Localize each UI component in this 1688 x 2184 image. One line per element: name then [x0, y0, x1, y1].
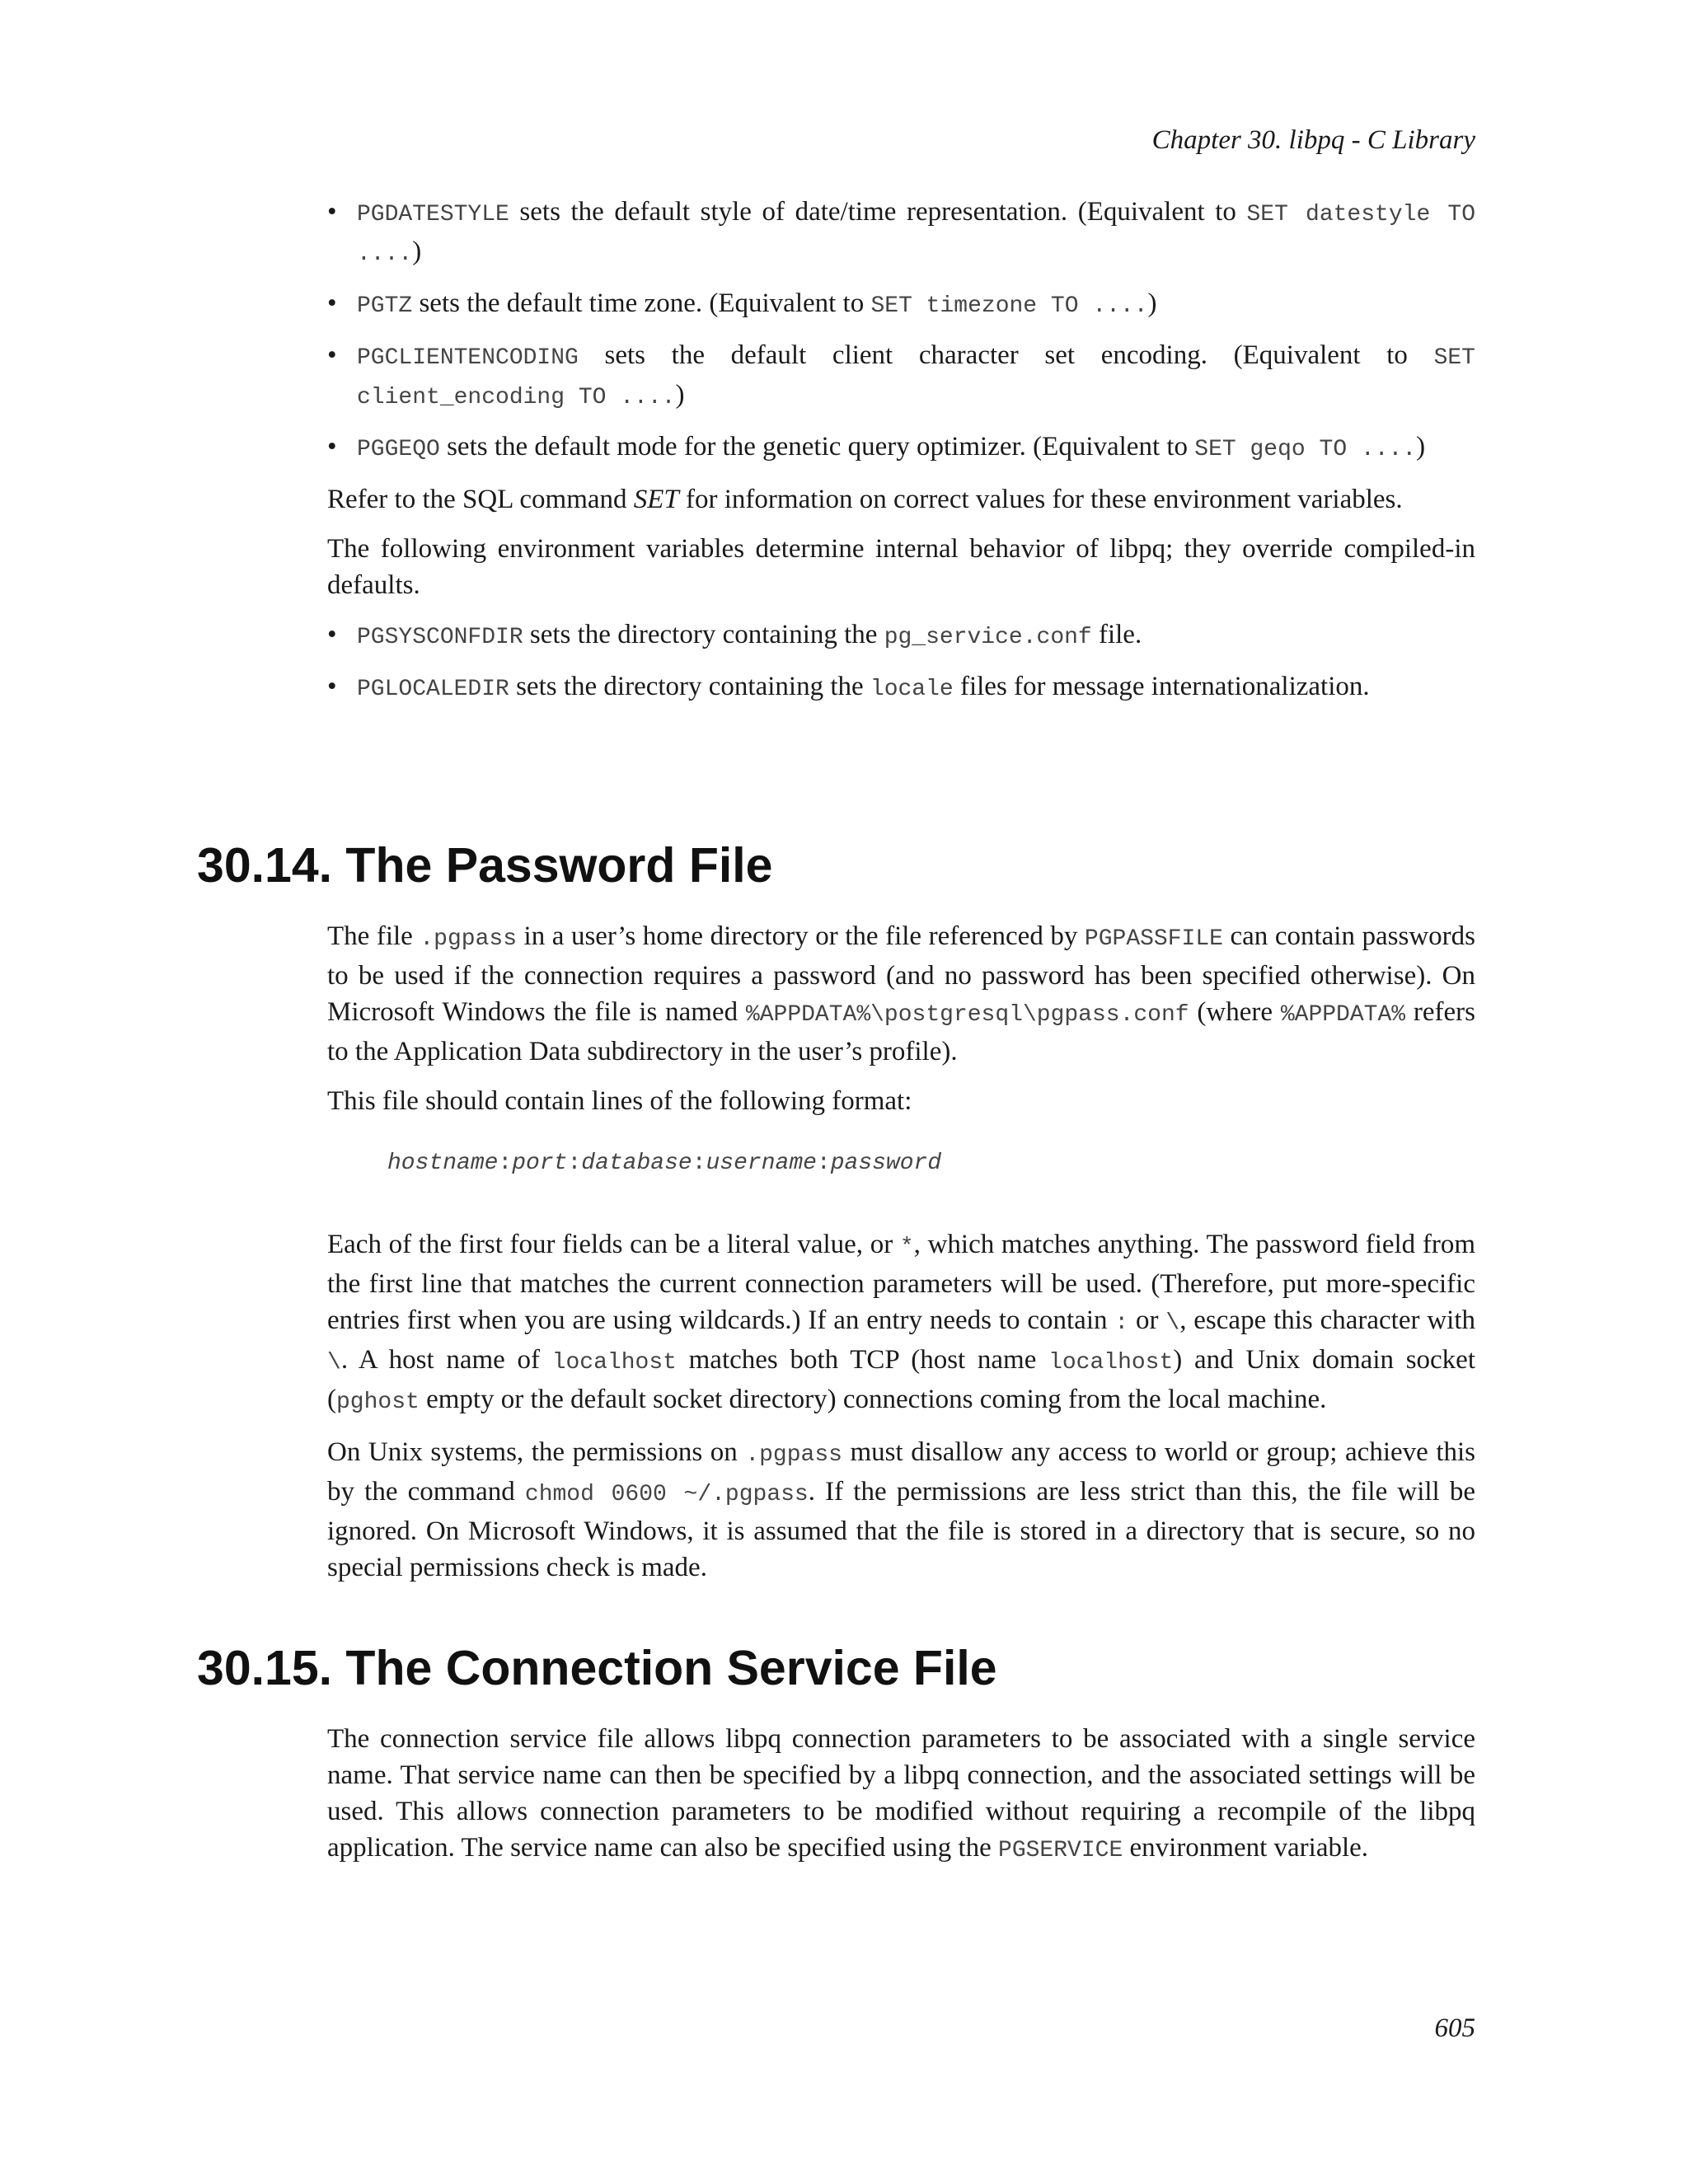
- running-header: Chapter 30. libpq - C Library: [1151, 125, 1475, 155]
- list-item: • PGCLIENTENCODING sets the default client character set encoding. (Equivalent to SET client_encoding TO ....): [327, 337, 1475, 416]
- list-item: • PGLOCALEDIR sets the directory containing the locale files for message internationalization.: [327, 668, 1475, 708]
- section-body-password-file: [327, 918, 1475, 1599]
- list-item: • PGGEQO sets the default mode for the genetic query optimizer. (Equivalent to SET geqo TO ....): [327, 429, 1475, 468]
- paragraph: Each of the first four fields can be a literal value, or *, which matches anything. The password field from the first line that matches the current connection parameters will be used. (Therefore, put more-specific entries first when you are using wildcards.) If an entry needs to contain : or \, escape this character with \. A host name of localhost matches both TCP (host name localhost) and Unix domain socket (pghost empty or the default socket directory) connections coming from the local machine.: [327, 1230, 1476, 1415]
- list-item: • PGDATESTYLE sets the default style of date/time representation. (Equivalent to SET datestyle TO ....): [327, 194, 1475, 273]
- env-var-list-internal: [327, 616, 1475, 708]
- list-item: • PGTZ sets the default time zone. (Equivalent to SET timezone TO ....): [327, 285, 1475, 325]
- internal-behavior-paragraph: The following environment variables determine internal behavior of libpq; they override compiled-in defaults.: [327, 534, 1475, 600]
- page-number: 605: [1434, 2013, 1475, 2043]
- paragraph: The file .pgpass in a user’s home directory or the file referenced by PGPASSFILE can contain passwords to be used if the connection requires a password (and no password has been specified otherwise). On Microsoft Windows the file is named %APPDATA%\postgresql\pgpass.conf (where %APPDATA% refers to the Application Data subdirectory in the user’s profile).: [327, 921, 1476, 1066]
- pgpass-format-code: hostname:port:database:username:password: [387, 1151, 942, 1176]
- environment-variables-continued: [327, 194, 1475, 721]
- section-heading-connection-service-file: 30.15. The Connection Service File: [197, 1641, 997, 1695]
- section-body-connection-service-file: [327, 1721, 1475, 1882]
- section-heading-password-file: 30.14. The Password File: [197, 838, 773, 893]
- list-item: • PGSYSCONFDIR sets the directory containing the pg_service.conf file.: [327, 616, 1475, 656]
- paragraph: The connection service file allows libpq connection parameters to be associated with a single service name. That service name can then be specified by a libpq connection, and the associated settings will be used. This allows connection parameters to be modified without requiring a recompile of the libpq application. The service name can also be specified using the PGSERVICE environment variable.: [327, 1724, 1475, 1863]
- refer-paragraph: Refer to the SQL command SET for information on correct values for these environment variables.: [327, 485, 1403, 514]
- env-var-list-session: [327, 194, 1475, 468]
- paragraph: On Unix systems, the permissions on .pgpass must disallow any access to world or group; achieve this by the command chmod 0600 ~/.pgpass. If the permissions are less strict than this, the file will be ignored. On Microsoft Windows, it is assumed that the file is stored in a directory that is secure, so no special permissions check is made.: [327, 1437, 1476, 1582]
- paragraph: This file should contain lines of the following format:: [327, 1086, 912, 1116]
